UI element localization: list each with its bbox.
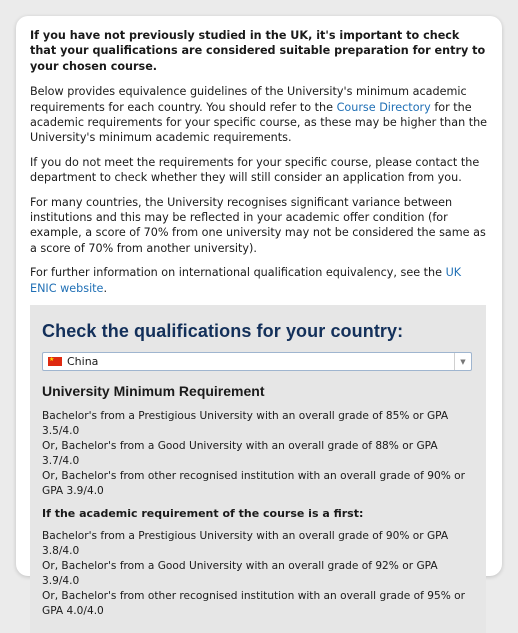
requirement-line: Or, Bachelor's from a Good University with an overall grade of 88% or GPA 3.7/4.0 bbox=[42, 440, 438, 468]
p1-text-before: Below provides equivalence guidelines of the University's minimum academic requirements for each country. You should refer to the bbox=[30, 85, 467, 114]
p4-text-after: . bbox=[103, 281, 108, 295]
intro-paragraph-1 bbox=[30, 84, 488, 146]
intro-paragraph-4 bbox=[30, 265, 488, 296]
country-select[interactable] bbox=[42, 352, 472, 371]
requirement-line: Or, Bachelor's from other recognised institution with an overall grade of 90% or GPA 3.9/4.0 bbox=[42, 470, 465, 498]
country-select-value: China bbox=[67, 355, 99, 369]
first-requirement-heading: If the academic requirement of the course is a first: bbox=[42, 507, 364, 521]
requirement-list bbox=[42, 409, 472, 499]
uk-enic-link[interactable]: UK ENIC website bbox=[30, 266, 462, 295]
first-requirement-line: Or, Bachelor's from a Good University with an overall grade of 92% or GPA 3.9/4.0 bbox=[42, 560, 438, 588]
country-qualifications-panel bbox=[30, 305, 486, 633]
panel-heading: Check the qualifications for your country: bbox=[42, 321, 404, 342]
p4-text-before: For further information on international qualification equivalency, see the bbox=[30, 266, 446, 280]
chevron-down-icon[interactable]: ▼ bbox=[454, 353, 471, 370]
content-card bbox=[16, 16, 502, 618]
p1-text-after: for the academic requirements for your specific course, as these may be higher than the University's minimum academic requirements. bbox=[30, 100, 488, 145]
requirement-heading: University Minimum Requirement bbox=[42, 383, 265, 400]
intro-bold-text: If you have not previously studied in the UK, it's important to check that your qualifications are considered suitable preparation for entry to your chosen course. bbox=[30, 29, 486, 73]
intro-paragraph-3: For many countries, the University recognises significant variance between institutions and this may be reflected in your academic offer condition (for example, a score of 70% from one university may not be considered the same as a score of 70% from another university). bbox=[30, 195, 486, 255]
first-requirement-line: Or, Bachelor's from other recognised institution with an overall grade of 95% or GPA 4.0/4.0 bbox=[42, 590, 465, 618]
requirement-line: Bachelor's from a Prestigious University with an overall grade of 85% or GPA 3.5/4.0 bbox=[42, 410, 449, 438]
course-directory-link[interactable]: Course Directory bbox=[336, 100, 431, 114]
intro-paragraph-2: If you do not meet the requirements for your specific course, please contact the department to check whether they will still consider an application from you. bbox=[30, 155, 480, 185]
first-requirement-list bbox=[42, 529, 472, 619]
china-flag-icon: ★ bbox=[48, 357, 62, 366]
first-requirement-line: Bachelor's from a Prestigious University with an overall grade of 90% or GPA 3.8/4.0 bbox=[42, 530, 449, 558]
